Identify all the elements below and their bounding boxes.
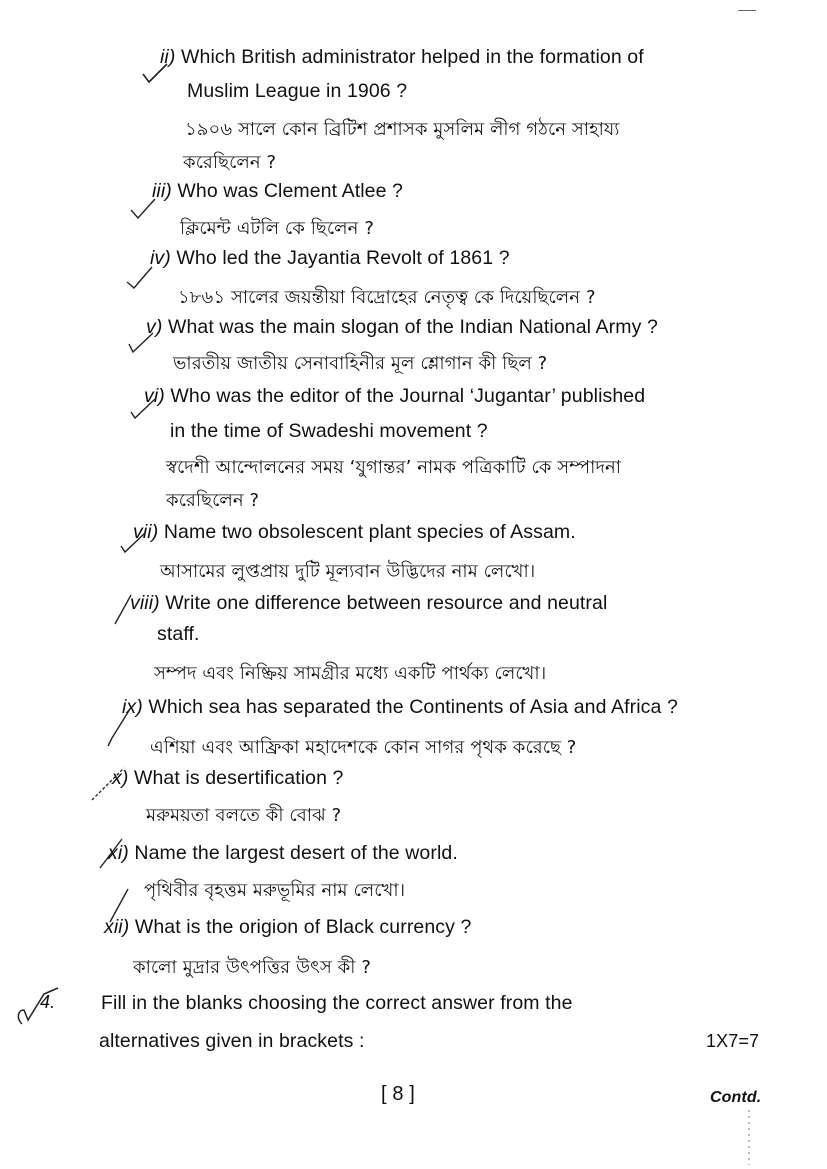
checkmark-icon [106,886,132,926]
question-number: v) [146,316,163,338]
checkmark-icon [104,706,134,750]
section-4-marks: 1X7=7 [706,1031,760,1051]
question-ii-line-1: ii) Which British administrator helped in the formation of [160,46,644,68]
section-4-line-2: alternatives given in brackets : [99,1030,365,1052]
scan-mark [738,10,756,11]
scan-edge-mark [748,1110,750,1165]
question-xi-line-1: xi) Name the largest desert of the world. [108,842,458,864]
question-viii-line-1: viii) Write one difference between resource and neutral [130,592,608,614]
question-number: ix) [122,696,143,718]
checkmark-icon [128,396,158,424]
question-vi-bengali-1: স্বদেশী আন্দোলনের সময় ‘যুগান্তর’ নামক পত্রিকাটি কে সম্পাদনা [166,457,622,478]
question-vi-line-2: in the time of Swadeshi movement ? [170,420,488,442]
checkmark-icon [14,984,64,1034]
checkmark-icon [88,764,128,804]
checkmark-icon [112,592,134,628]
checkmark-icon [96,836,126,872]
question-ix-bengali-1: এশিয়া এবং আফ্রিকা মহাদেশকে কোন সাগর পৃথক করেছে ? [150,737,577,758]
question-vi-line-1: vi) Who was the editor of the Journal ‘Jugantar’ published [144,385,646,407]
question-x-bengali-1: মরুময়তা বলতে কী বোঝ ? [146,805,342,826]
question-ii-line-2: Muslim League in 1906 ? [187,80,408,102]
question-v-bengali-1: ভারতীয় জাতীয় সেনাবাহিনীর মূল শ্লোগান কী ছিল ? [173,353,548,374]
question-xi-bengali-1: পৃথিবীর বৃহত্তম মরুভূমির নাম লেখো। [144,880,406,901]
checkmark-icon [124,264,154,292]
question-xii-bengali-1: কালো মুদ্রার উৎপত্তির উৎস কী ? [133,957,371,978]
page-number: [ 8 ] [381,1083,415,1105]
question-number: viii) [130,592,160,614]
question-iv-bengali-1: ১৮৬১ সালের জয়ন্তীয়া বিদ্রোহের নেতৃত্ব কে দিয়েছিলেন ? [178,287,596,308]
question-ii-bengali-1: ১৯০৬ সালে কোন ব্রিটিশ প্রশাসক মুসলিম লীগ গঠনে সাহায্য [185,119,620,140]
question-iv-line-1: iv) Who led the Jayantia Revolt of 1861 ? [150,247,510,269]
question-number: ii) [160,46,176,68]
checkmark-icon [140,62,170,86]
question-vii-line-1: vii) Name two obsolescent plant species of Assam. [133,521,576,543]
question-number: vi) [144,385,165,407]
question-vi-bengali-2: করেছিলেন ? [166,490,260,511]
question-number: xi) [108,842,129,864]
section-4-number: 4. [40,992,56,1012]
question-vii-bengali-1: আসামের লুপ্তপ্রায় দুটি মূল্যবান উদ্ভিদের নাম লেখো। [160,561,536,582]
question-iii-bengali-1: ক্লিমেন্ট এটলি কে ছিলেন ? [180,218,374,239]
checkmark-icon [126,330,156,358]
question-v-line-1: v) What was the main slogan of the Indian National Army ? [146,316,658,338]
question-x-line-1: x) What is desertification ? [112,767,344,789]
question-number: x) [112,767,129,789]
question-ii-bengali-2: করেছিলেন ? [183,152,277,173]
question-viii-line-2: staff. [157,623,200,645]
question-viii-bengali-1: সম্পদ এবং নিষ্ক্রিয় সামগ্রীর মধ্যে একটি পার্থক্য লেখো। [154,663,547,684]
question-ix-line-1: ix) Which sea has separated the Continents of Asia and Africa ? [122,696,678,718]
checkmark-icon [128,196,158,222]
question-number: iii) [152,180,172,202]
checkmark-icon [118,530,148,556]
question-number: iv) [150,247,171,269]
continued-label: Contd. [710,1089,762,1106]
question-number: vii) [133,521,159,543]
section-4-line-1: Fill in the blanks choosing the correct answer from the [101,992,573,1014]
question-iii-line-1: iii) Who was Clement Atlee ? [152,180,403,202]
question-number: xii) [104,916,130,938]
question-xii-line-1: xii) What is the origion of Black currency ? [104,916,472,938]
